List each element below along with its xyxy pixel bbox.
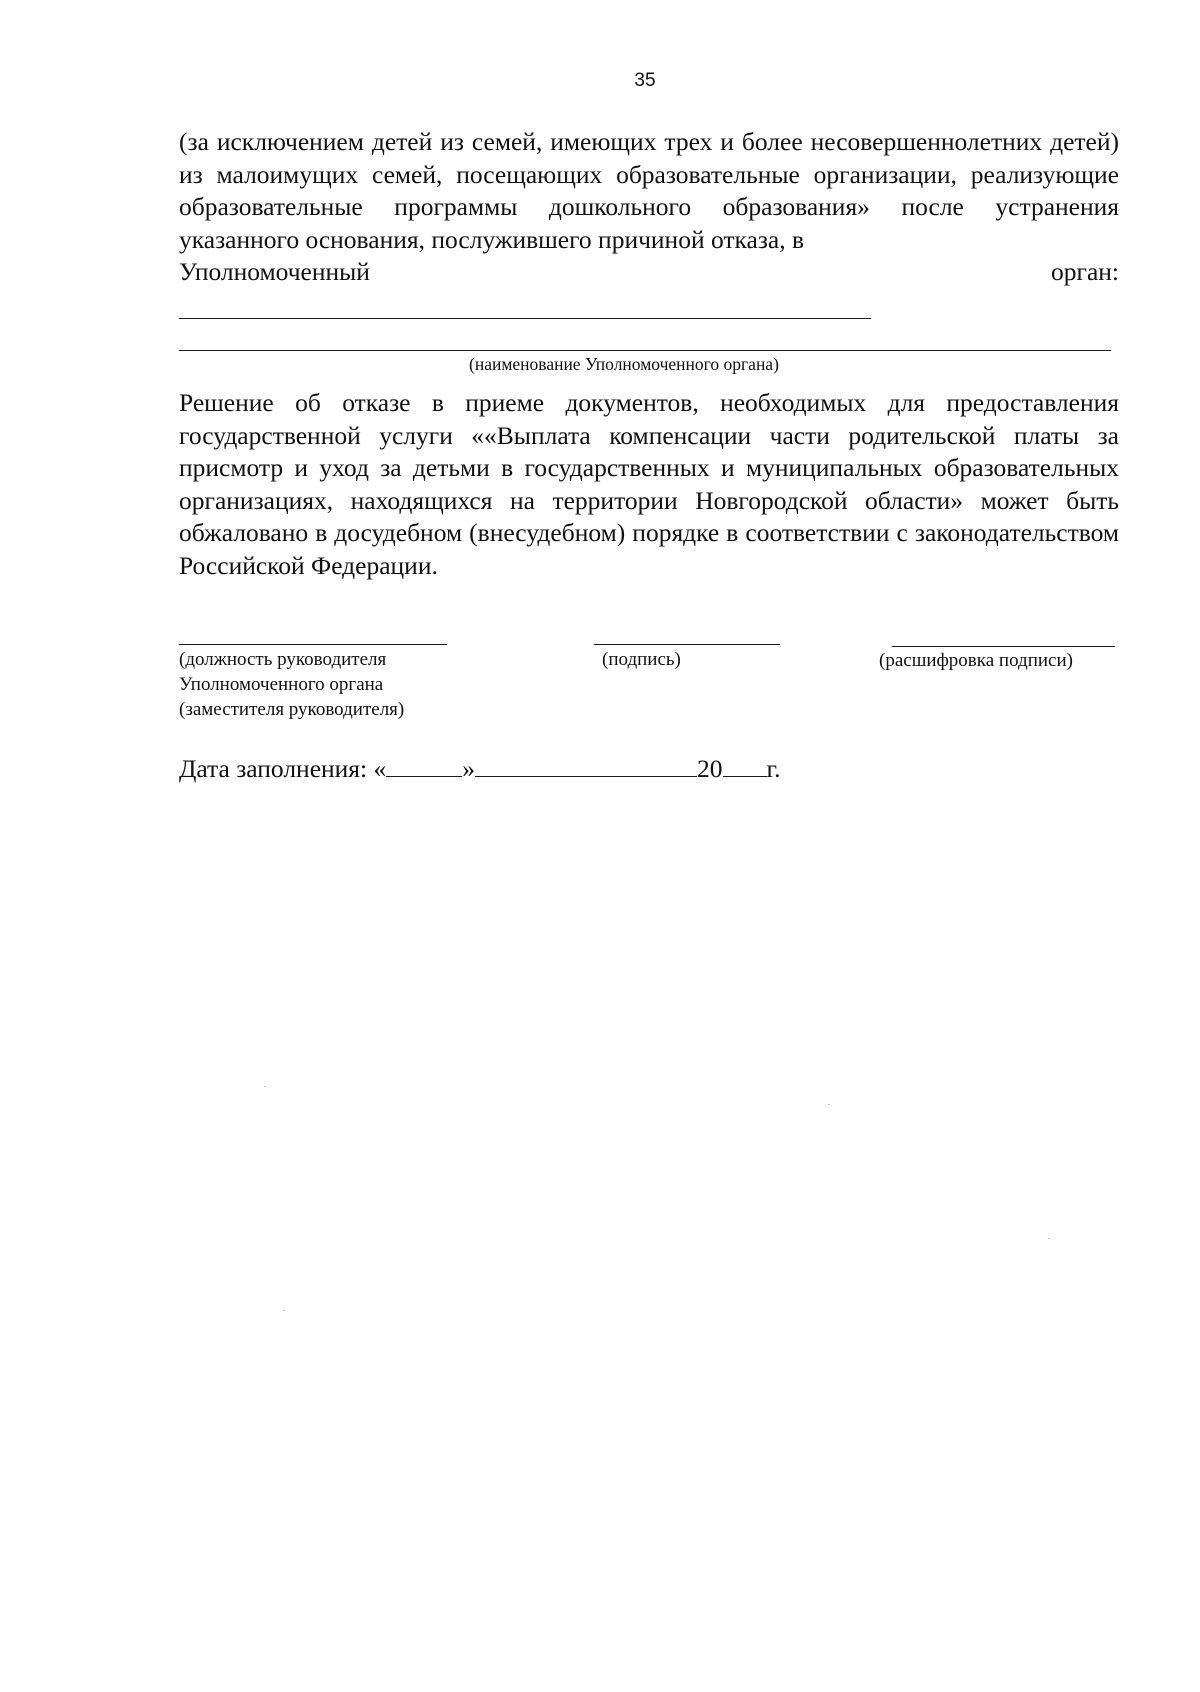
intro-paragraph-last-left: Уполномоченный <box>179 257 370 286</box>
position-caption <box>179 647 404 722</box>
scan-speck <box>828 1104 830 1105</box>
authority-blank-line-1 <box>179 318 871 319</box>
decoding-signature-line <box>892 646 1115 647</box>
position-caption-line2: Уполномоченного органа <box>179 674 384 695</box>
intro-paragraph-last-right: орган: <box>1050 257 1119 286</box>
scan-speck <box>1048 1238 1050 1239</box>
scan-speck <box>264 1086 266 1087</box>
intro-paragraph-last-line <box>179 256 1119 289</box>
signature-caption: (подпись) <box>602 649 681 670</box>
intro-paragraph <box>179 126 1119 289</box>
position-caption-line3: (заместителя руководителя) <box>179 699 405 720</box>
fill-date-label: Дата заполнения: « <box>179 754 387 783</box>
fill-date-close-quote: » <box>462 754 475 783</box>
authority-caption: (наименование Уполномоченного органа) <box>469 354 779 374</box>
authority-blank-line-2 <box>179 350 1111 351</box>
position-caption-line1: (должность руководителя <box>179 649 387 670</box>
position-signature-line <box>179 644 447 645</box>
fill-date-year-blank <box>723 752 767 777</box>
appeal-paragraph: Решение об отказе в приеме документов, необходимых для предоставления государственной услуги ««Выплата компенсации части родительской платы за присмотр и уход за детьми в государственных и муниципальных образовательных организациях, находящихся на территории Новгородской области» может быть обжаловано в досудебном (внесудебном) порядке в соответствии с законодательством Российской Федерации. <box>179 388 1119 580</box>
fill-date-month-blank <box>475 752 697 777</box>
page-number: 35 <box>634 70 656 91</box>
fill-date-day-blank <box>386 752 462 777</box>
intro-paragraph-body: (за исключением детей из семей, имеющих трех и более несовершеннолетних детей) из малоимущих семей, посещающих образовательные организации, реализующие образовательные программы дошкольного образования» после устранения указанного основания, послужившего причиной отказа, в <box>179 127 1119 254</box>
scan-speck <box>283 1310 285 1311</box>
fill-date-year-suffix: г. <box>766 754 781 783</box>
decoding-caption: (расшифровка подписи) <box>879 650 1073 671</box>
fill-date-line <box>179 752 780 785</box>
fill-date-year-prefix: 20 <box>697 754 723 783</box>
signature-line <box>594 644 780 645</box>
